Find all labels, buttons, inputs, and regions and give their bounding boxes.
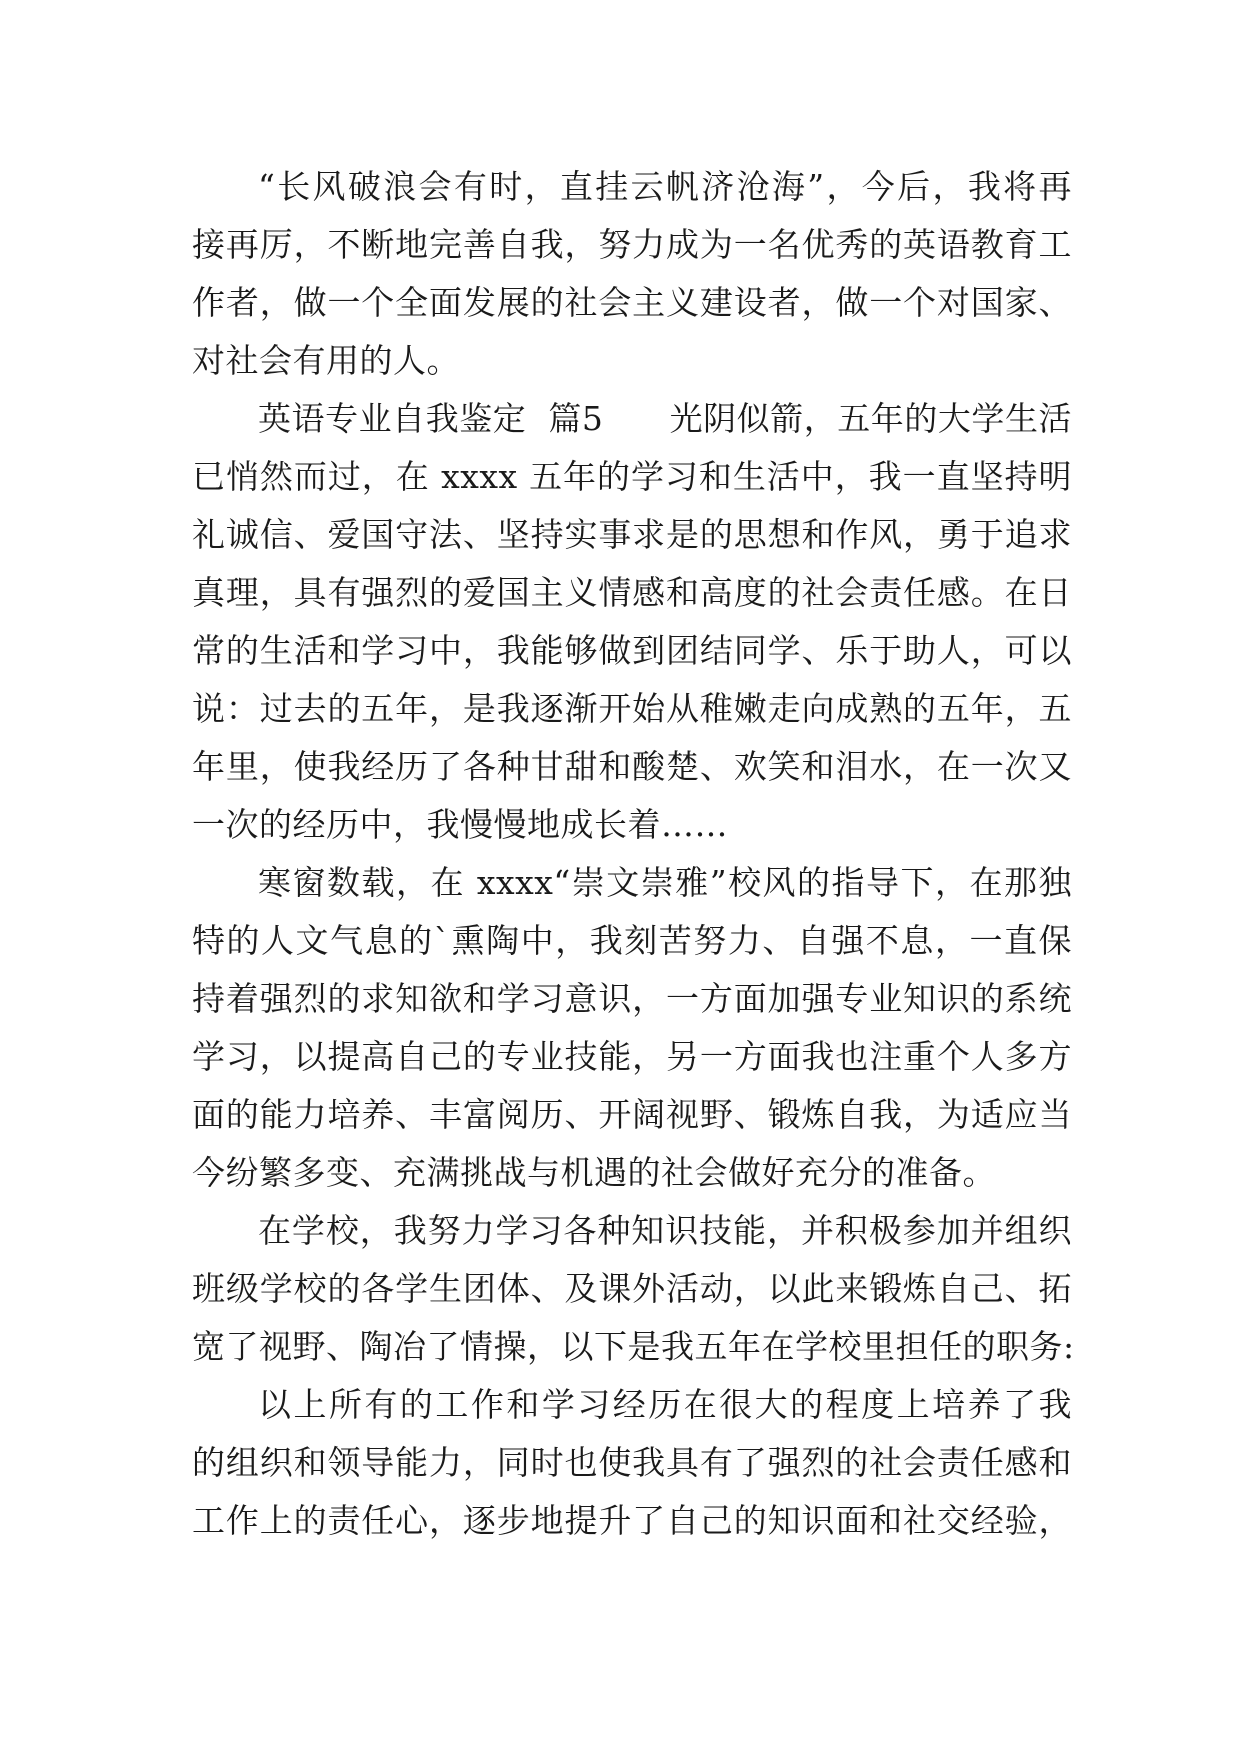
text-line: 接再厉，不断地完善自我，努力成为一名优秀的英语教育工 — [192, 225, 1072, 264]
text-line: 年里，使我经历了各种甘甜和酸楚、欢笑和泪水，在一次又 — [192, 747, 1072, 786]
paragraph-2 — [192, 390, 1072, 854]
text-line: 在学校，我努力学习各种知识技能，并积极参加并组织 — [258, 1211, 1072, 1250]
text-line: 面的能力培养、丰富阅历、开阔视野、锻炼自我，为适应当 — [192, 1095, 1072, 1134]
text-line: 英语专业自我鉴定 篇5 光阴似箭，五年的大学生活 — [258, 399, 1072, 438]
text-line: 今纷繁多变、充满挑战与机遇的社会做好充分的准备。 — [192, 1153, 996, 1192]
text-line: 对社会有用的人。 — [192, 341, 460, 380]
paragraph-4 — [192, 1202, 1075, 1376]
text-line: 一次的经历中，我慢慢地成长着…… — [192, 805, 728, 844]
text-line: 真理，具有强烈的爱国主义情感和高度的社会责任感。在日 — [192, 573, 1072, 612]
text-line: “长风破浪会有时，直挂云帆济沧海”，今后，我将再 — [258, 167, 1072, 206]
text-line: 持着强烈的求知欲和学习意识，一方面加强专业知识的系统 — [192, 979, 1072, 1018]
text-line: 寒窗数载，在 xxxx“崇文崇雅”校风的指导下，在那独 — [258, 863, 1072, 902]
text-line: 常的生活和学习中，我能够做到团结同学、乐于助人，可以 — [192, 631, 1072, 670]
text-line: 说：过去的五年，是我逐渐开始从稚嫩走向成熟的五年，五 — [192, 689, 1072, 728]
paragraph-1 — [192, 158, 1072, 390]
text-line: 已悄然而过，在 xxxx 五年的学习和生活中，我一直坚持明 — [192, 457, 1072, 496]
paragraph-3 — [192, 854, 1072, 1202]
text-line: 礼诚信、爱国守法、坚持实事求是的思想和作风，勇于追求 — [192, 515, 1072, 554]
text-line: 以上所有的工作和学习经历在很大的程度上培养了我 — [258, 1385, 1072, 1424]
text-line: 宽了视野、陶冶了情操，以下是我五年在学校里担任的职务: — [192, 1327, 1075, 1366]
text-line: 的组织和领导能力，同时也使我具有了强烈的社会责任感和 — [192, 1443, 1072, 1482]
document-body — [192, 158, 1075, 1550]
text-line: 作者，做一个全面发展的社会主义建设者，做一个对国家、 — [192, 283, 1072, 322]
paragraph-5 — [192, 1376, 1072, 1550]
text-line: 工作上的责任心，逐步地提升了自己的知识面和社交经验， — [192, 1501, 1072, 1540]
text-line: 特的人文气息的`熏陶中，我刻苦努力、自强不息，一直保 — [192, 921, 1072, 960]
text-line: 学习，以提高自己的专业技能，另一方面我也注重个人多方 — [192, 1037, 1072, 1076]
text-line: 班级学校的各学生团体、及课外活动，以此来锻炼自己、拓 — [192, 1269, 1072, 1308]
